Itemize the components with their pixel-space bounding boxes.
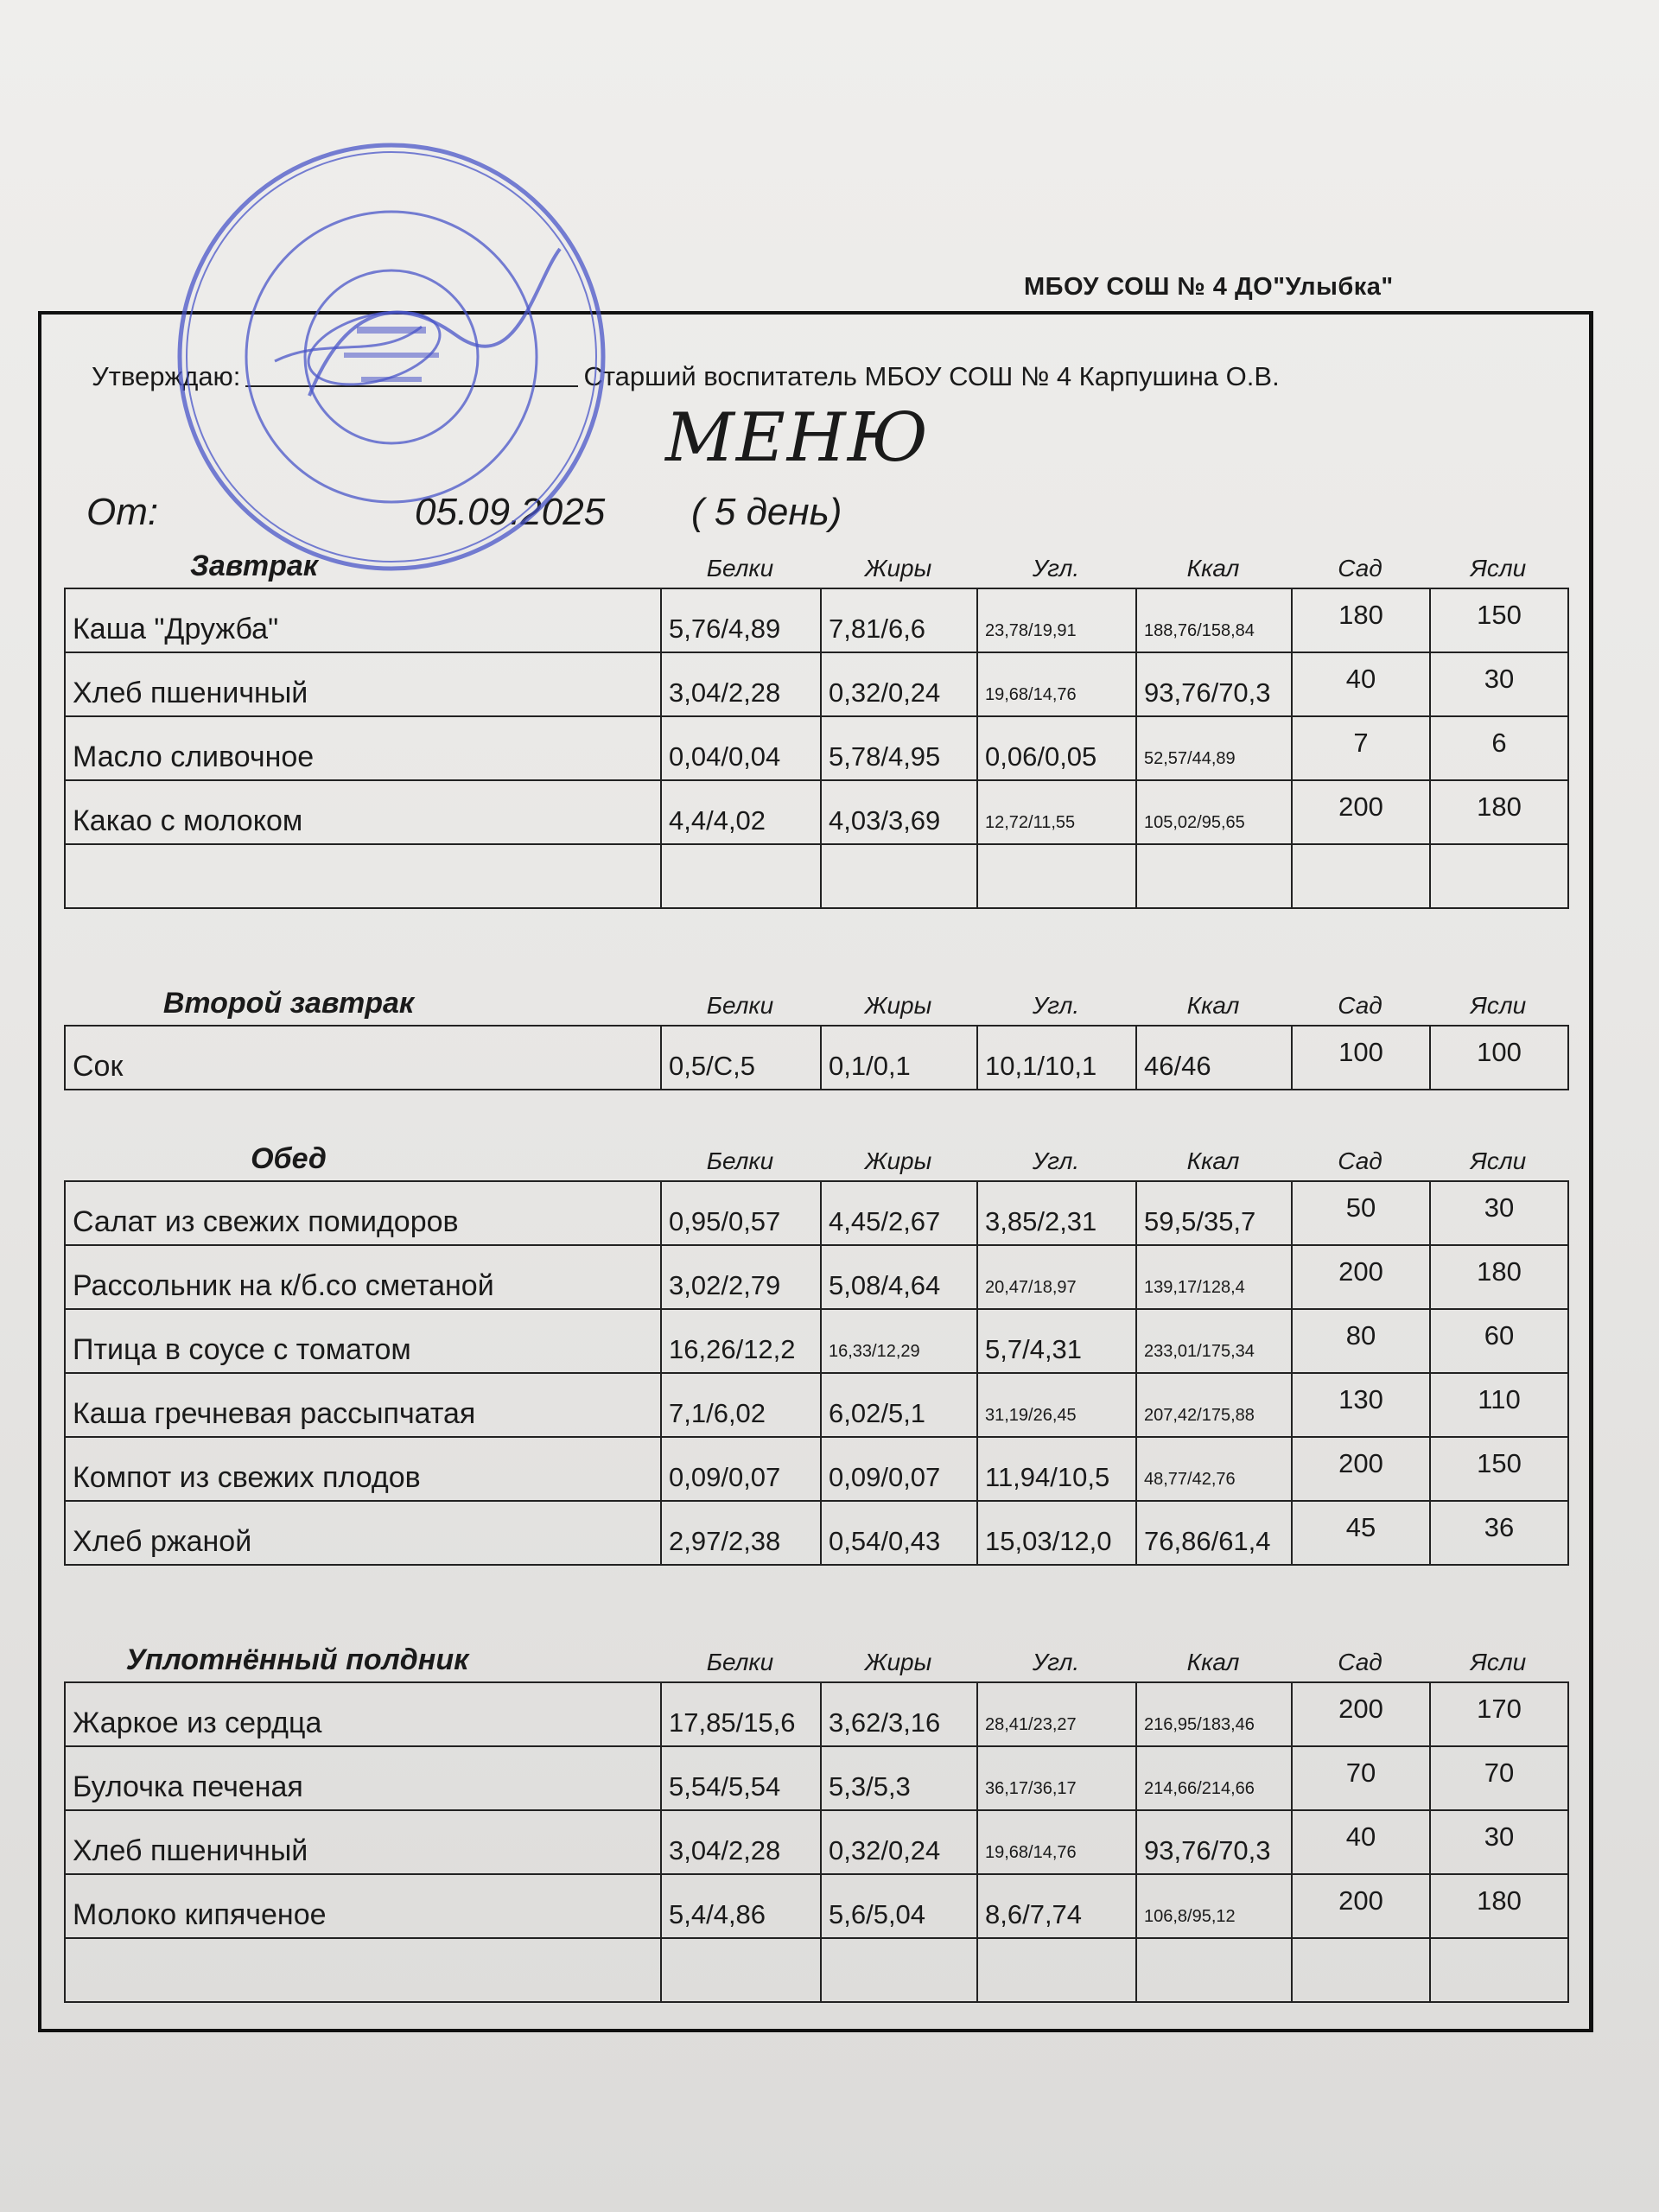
column-header: Жиры (864, 992, 932, 1019)
column-header: Ккал (1186, 1147, 1240, 1174)
table-row (65, 1373, 1568, 1437)
cell-protein: 5,76/4,89 (661, 588, 821, 652)
cell-kcal: 48,77/42,76 (1136, 1437, 1292, 1501)
cell-fat: 3,62/3,16 (821, 1682, 977, 1746)
approval-label: Утверждаю: (92, 361, 241, 391)
approval-line (92, 361, 1509, 392)
cell-kcal (1136, 1938, 1292, 2002)
dish-name: Жаркое из сердца (65, 1682, 661, 1746)
cell-protein: 0,95/0,57 (661, 1181, 821, 1245)
column-header: Угл. (1032, 555, 1080, 582)
cell-kcal: 207,42/175,88 (1136, 1373, 1292, 1437)
cell-fat: 0,32/0,24 (821, 652, 977, 716)
dish-name: Сок (65, 1026, 661, 1090)
table-row (65, 588, 1568, 652)
cell-garden: 180 (1292, 588, 1430, 652)
table-row (65, 652, 1568, 716)
cell-garden: 45 (1292, 1501, 1430, 1565)
cell-nursery: 150 (1430, 1437, 1568, 1501)
cell-protein: 16,26/12,2 (661, 1309, 821, 1373)
menu-day: ( 5 день) (691, 491, 842, 533)
cell-garden: 70 (1292, 1746, 1430, 1810)
cell-garden: 200 (1292, 1245, 1430, 1309)
cell-carbs: 12,72/11,55 (977, 780, 1136, 844)
cell-kcal: 52,57/44,89 (1136, 716, 1292, 780)
column-header: Жиры (864, 1147, 932, 1174)
cell-nursery: 180 (1430, 1245, 1568, 1309)
cell-carbs: 3,85/2,31 (977, 1181, 1136, 1245)
cell-garden: 40 (1292, 1810, 1430, 1874)
cell-fat: 5,08/4,64 (821, 1245, 977, 1309)
cell-carbs: 20,47/18,97 (977, 1245, 1136, 1309)
cell-carbs: 23,78/19,91 (977, 588, 1136, 652)
table-row (65, 1309, 1568, 1373)
cell-fat: 5,78/4,95 (821, 716, 977, 780)
section-header (64, 1141, 1567, 1180)
section-title: Обед (251, 1142, 327, 1175)
cell-nursery: 60 (1430, 1309, 1568, 1373)
cell-fat: 16,33/12,29 (821, 1309, 977, 1373)
table-row (65, 1938, 1568, 2002)
cell-fat: 5,6/5,04 (821, 1874, 977, 1938)
cell-protein (661, 1938, 821, 2002)
cell-kcal: 46/46 (1136, 1026, 1292, 1090)
cell-garden: 200 (1292, 1437, 1430, 1501)
cell-nursery: 30 (1430, 1181, 1568, 1245)
cell-garden: 80 (1292, 1309, 1430, 1373)
cell-nursery: 150 (1430, 588, 1568, 652)
cell-kcal: 59,5/35,7 (1136, 1181, 1292, 1245)
cell-kcal: 93,76/70,3 (1136, 652, 1292, 716)
cell-fat: 0,1/0,1 (821, 1026, 977, 1090)
column-header: Жиры (864, 1649, 932, 1675)
cell-garden (1292, 1938, 1430, 2002)
cell-carbs: 15,03/12,0 (977, 1501, 1136, 1565)
cell-nursery: 180 (1430, 780, 1568, 844)
section-title: Уплотнённый полдник (125, 1643, 469, 1676)
organization-name: МБОУ СОШ № 4 ДО"Улыбка" (1024, 273, 1394, 301)
cell-protein: 3,04/2,28 (661, 652, 821, 716)
table-row (65, 1437, 1568, 1501)
cell-nursery (1430, 844, 1568, 908)
dish-name: Хлеб ржаной (65, 1501, 661, 1565)
cell-fat: 5,3/5,3 (821, 1746, 977, 1810)
menu-date: 05.09.2025 (415, 491, 606, 533)
column-header: Ккал (1186, 1649, 1240, 1675)
cell-garden: 40 (1292, 652, 1430, 716)
column-header: Белки (706, 555, 774, 582)
table-row (65, 1181, 1568, 1245)
section-2 (64, 1141, 1567, 1566)
cell-kcal: 93,76/70,3 (1136, 1810, 1292, 1874)
table-row (65, 1245, 1568, 1309)
dish-name: Масло сливочное (65, 716, 661, 780)
menu-table (64, 1681, 1569, 2003)
section-1 (64, 985, 1567, 1090)
cell-protein: 2,97/2,38 (661, 1501, 821, 1565)
cell-nursery: 36 (1430, 1501, 1568, 1565)
dish-name: Каша гречневая рассыпчатая (65, 1373, 661, 1437)
cell-kcal: 214,66/214,66 (1136, 1746, 1292, 1810)
column-header: Угл. (1032, 992, 1080, 1019)
dish-name: Салат из свежих помидоров (65, 1181, 661, 1245)
cell-kcal: 105,02/95,65 (1136, 780, 1292, 844)
cell-carbs (977, 844, 1136, 908)
cell-kcal: 76,86/61,4 (1136, 1501, 1292, 1565)
cell-kcal: 233,01/175,34 (1136, 1309, 1292, 1373)
dish-name: Булочка печеная (65, 1746, 661, 1810)
cell-garden: 130 (1292, 1373, 1430, 1437)
cell-nursery: 70 (1430, 1746, 1568, 1810)
column-header: Ясли (1470, 1649, 1527, 1675)
dish-name (65, 1938, 661, 2002)
dish-name: Какао с молоком (65, 780, 661, 844)
column-header: Белки (706, 1147, 774, 1174)
cell-carbs (977, 1938, 1136, 2002)
section-header (64, 1642, 1567, 1681)
cell-fat: 0,32/0,24 (821, 1810, 977, 1874)
cell-fat: 7,81/6,6 (821, 588, 977, 652)
column-header: Ккал (1186, 555, 1240, 582)
table-row (65, 1874, 1568, 1938)
column-header: Белки (706, 992, 774, 1019)
dish-name: Молоко кипяченое (65, 1874, 661, 1938)
cell-carbs: 11,94/10,5 (977, 1437, 1136, 1501)
cell-protein: 5,54/5,54 (661, 1746, 821, 1810)
dish-name: Каша "Дружба" (65, 588, 661, 652)
column-header: Сад (1338, 555, 1382, 582)
cell-carbs: 36,17/36,17 (977, 1746, 1136, 1810)
menu-table (64, 1180, 1569, 1566)
cell-kcal: 188,76/158,84 (1136, 588, 1292, 652)
column-header: Сад (1338, 1649, 1382, 1675)
cell-nursery: 6 (1430, 716, 1568, 780)
column-header: Белки (706, 1649, 774, 1675)
cell-kcal (1136, 844, 1292, 908)
cell-garden: 50 (1292, 1181, 1430, 1245)
menu-table (64, 1025, 1569, 1090)
cell-carbs: 10,1/10,1 (977, 1026, 1136, 1090)
cell-carbs: 28,41/23,27 (977, 1682, 1136, 1746)
dish-name: Рассольник на к/б.со сметаной (65, 1245, 661, 1309)
cell-nursery: 170 (1430, 1682, 1568, 1746)
cell-nursery: 110 (1430, 1373, 1568, 1437)
menu-table (64, 588, 1569, 909)
table-row (65, 1026, 1568, 1090)
approval-signatory: Старший воспитатель МБОУ СОШ № 4 Карпушина О.В. (583, 361, 1280, 391)
page-title: МЕНЮ (665, 399, 930, 477)
cell-carbs: 0,06/0,05 (977, 716, 1136, 780)
table-row (65, 1501, 1568, 1565)
dish-name: Хлеб пшеничный (65, 652, 661, 716)
cell-fat: 0,09/0,07 (821, 1437, 977, 1501)
column-header: Ясли (1470, 992, 1527, 1019)
table-row (65, 844, 1568, 908)
table-row (65, 1810, 1568, 1874)
date-line (86, 491, 950, 534)
cell-protein: 0,5/С,5 (661, 1026, 821, 1090)
cell-fat: 4,45/2,67 (821, 1181, 977, 1245)
column-header: Сад (1338, 1147, 1382, 1174)
cell-nursery: 30 (1430, 652, 1568, 716)
cell-fat: 4,03/3,69 (821, 780, 977, 844)
cell-nursery: 100 (1430, 1026, 1568, 1090)
cell-fat: 0,54/0,43 (821, 1501, 977, 1565)
cell-garden: 200 (1292, 1682, 1430, 1746)
cell-carbs: 19,68/14,76 (977, 652, 1136, 716)
cell-protein: 0,09/0,07 (661, 1437, 821, 1501)
dish-name: Хлеб пшеничный (65, 1810, 661, 1874)
cell-protein: 3,04/2,28 (661, 1810, 821, 1874)
cell-protein (661, 844, 821, 908)
cell-kcal: 106,8/95,12 (1136, 1874, 1292, 1938)
cell-protein: 4,4/4,02 (661, 780, 821, 844)
column-header: Ясли (1470, 1147, 1527, 1174)
cell-garden: 200 (1292, 780, 1430, 844)
cell-carbs: 5,7/4,31 (977, 1309, 1136, 1373)
column-header: Ккал (1186, 992, 1240, 1019)
cell-kcal: 139,17/128,4 (1136, 1245, 1292, 1309)
section-title: Завтрак (190, 550, 318, 582)
column-header: Сад (1338, 992, 1382, 1019)
column-header: Угл. (1032, 1147, 1080, 1174)
cell-garden: 200 (1292, 1874, 1430, 1938)
cell-garden: 7 (1292, 716, 1430, 780)
cell-protein: 7,1/6,02 (661, 1373, 821, 1437)
cell-protein: 3,02/2,79 (661, 1245, 821, 1309)
table-row (65, 1746, 1568, 1810)
date-label: От: (86, 491, 159, 533)
cell-protein: 17,85/15,6 (661, 1682, 821, 1746)
column-header: Угл. (1032, 1649, 1080, 1675)
dish-name (65, 844, 661, 908)
section-3 (64, 1642, 1567, 2003)
cell-carbs: 31,19/26,45 (977, 1373, 1136, 1437)
cell-protein: 5,4/4,86 (661, 1874, 821, 1938)
cell-protein: 0,04/0,04 (661, 716, 821, 780)
cell-fat (821, 844, 977, 908)
section-header (64, 548, 1567, 588)
cell-kcal: 216,95/183,46 (1136, 1682, 1292, 1746)
cell-nursery: 180 (1430, 1874, 1568, 1938)
section-0 (64, 548, 1567, 909)
cell-fat: 6,02/5,1 (821, 1373, 977, 1437)
column-header: Ясли (1470, 555, 1527, 582)
section-title: Второй завтрак (162, 987, 415, 1020)
cell-garden (1292, 844, 1430, 908)
cell-carbs: 19,68/14,76 (977, 1810, 1136, 1874)
cell-fat (821, 1938, 977, 2002)
cell-carbs: 8,6/7,74 (977, 1874, 1136, 1938)
dish-name: Компот из свежих плодов (65, 1437, 661, 1501)
section-header (64, 985, 1567, 1025)
dish-name: Птица в соусе с томатом (65, 1309, 661, 1373)
cell-nursery (1430, 1938, 1568, 2002)
column-header: Жиры (864, 555, 932, 582)
cell-nursery: 30 (1430, 1810, 1568, 1874)
signature-line (245, 385, 578, 387)
table-row (65, 1682, 1568, 1746)
cell-garden: 100 (1292, 1026, 1430, 1090)
table-row (65, 780, 1568, 844)
table-row (65, 716, 1568, 780)
